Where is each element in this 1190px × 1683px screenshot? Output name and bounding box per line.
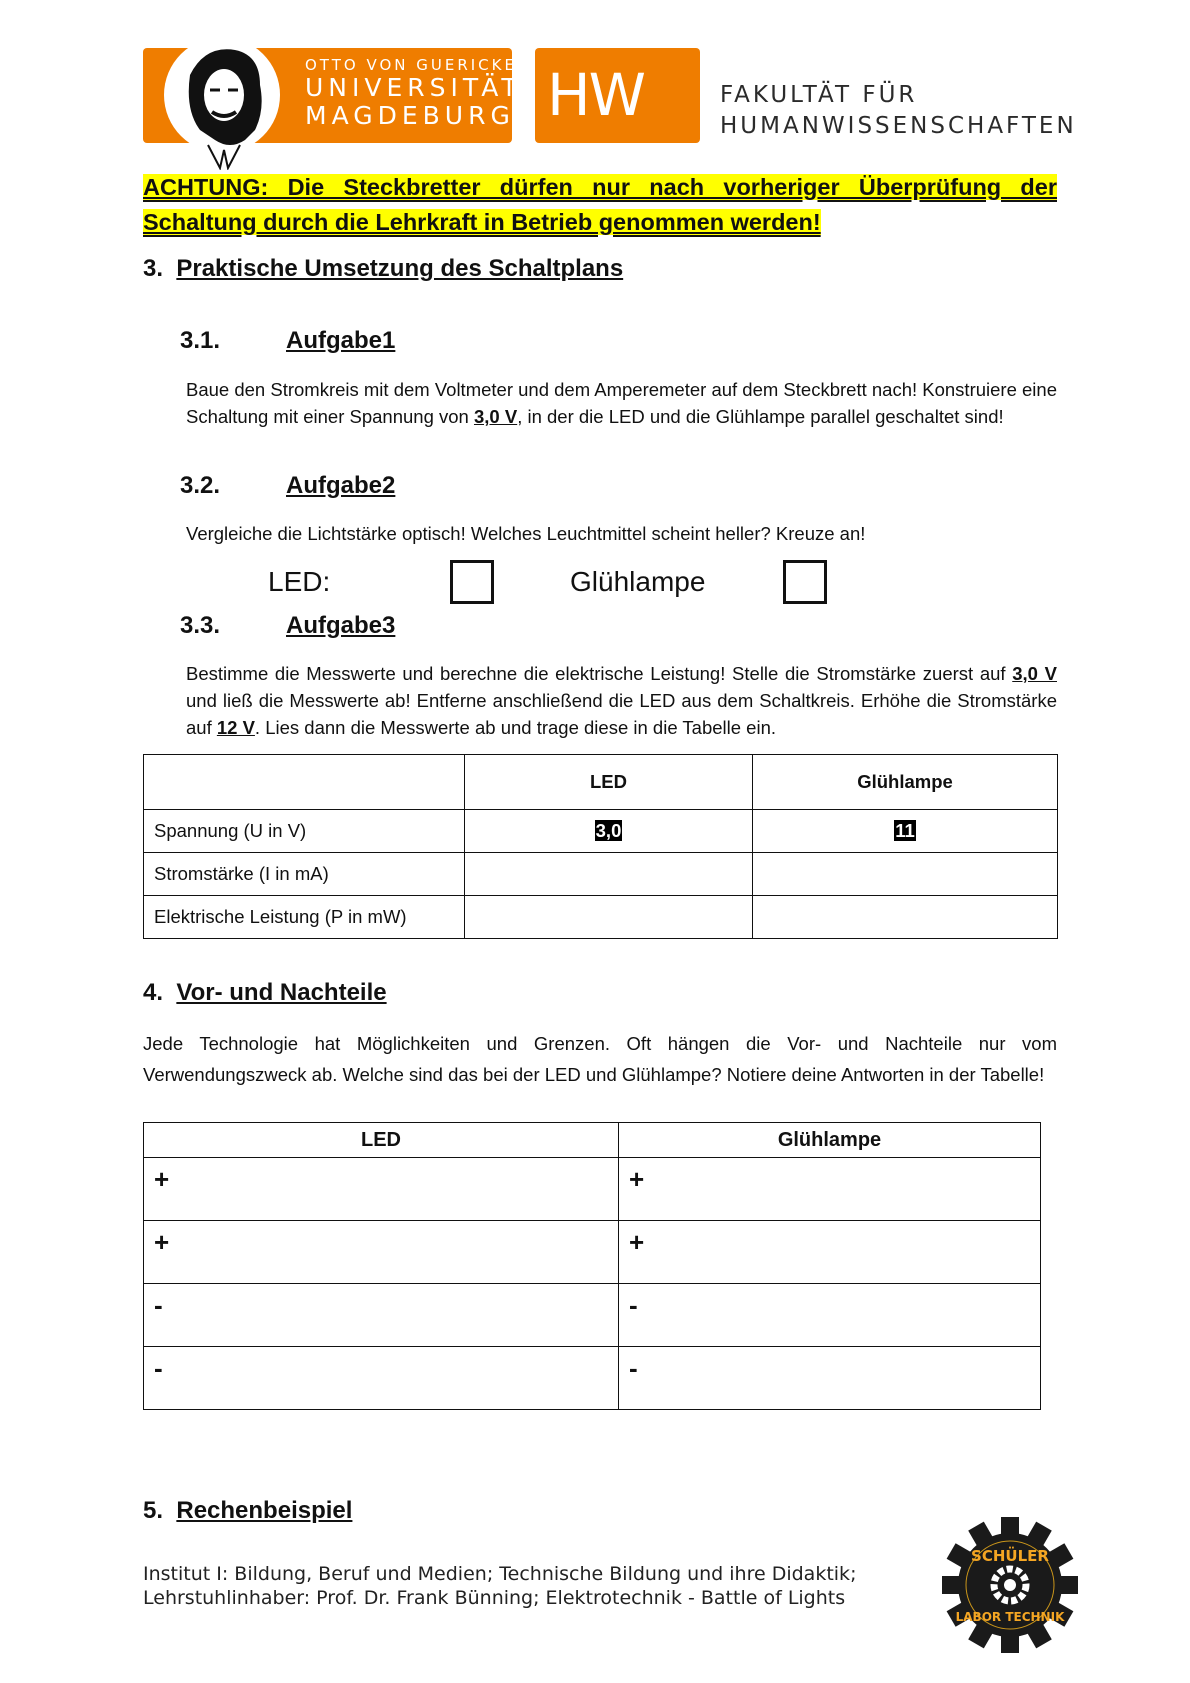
table-row	[144, 1158, 1041, 1221]
led-current-cell[interactable]	[465, 853, 753, 896]
lamp-pro-cell[interactable]: +	[619, 1221, 1041, 1284]
lamp-voltage-cell[interactable]: 11	[753, 810, 1058, 853]
badge-bottom-text: LABOR TECHNIK	[955, 1610, 1065, 1624]
section-5-heading: 5. Rechenbeispiel	[143, 1497, 353, 1524]
section-3-heading: 3. Praktische Umsetzung des Schaltplans	[143, 255, 624, 282]
section-4-heading: 4. Vor- und Nachteile	[143, 979, 387, 1006]
option-led-label: LED:	[268, 566, 331, 597]
lamp-con-cell[interactable]: -	[619, 1347, 1041, 1410]
section-4-text: Jede Technologie hat Möglichkeiten und Grenzen. Oft hängen die Vor- und Nachteile nur vom Verwendungszweck ab. Welche sind das bei der LED und Glühlampe? Notiere deine Antworten in der Tabelle!	[143, 1033, 1057, 1085]
led-voltage-cell[interactable]: 3,0	[465, 810, 753, 853]
lamp-current-cell[interactable]	[753, 853, 1058, 896]
led-checkbox[interactable]	[450, 560, 494, 604]
footer-text: Institut I: Bildung, Beruf und Medien; Technische Bildung und ihre Didaktik; Lehrstuhlinhaber: Prof. Dr. Frank Bünning; Elektrotechnik - Battle of Lights	[143, 1563, 857, 1609]
lamp-con-cell[interactable]: -	[619, 1284, 1041, 1347]
warning-line-1: ACHTUNG: Die Steckbretter dürfen nur nach vorheriger Überprüfung der	[143, 174, 1057, 200]
led-pro-cell[interactable]: +	[144, 1158, 619, 1221]
task-3-1-text: Baue den Stromkreis mit dem Voltmeter und dem Amperemeter auf dem Steckbrett nach! Konstruiere eine Schaltung mit einer Spannung von 3,0 V, in der die LED und die Glühlampe parallel geschaltet sind!	[186, 379, 1057, 427]
lamp-checkbox[interactable]	[783, 560, 827, 604]
schuelerlabor-gear-logo	[940, 1515, 1080, 1655]
table-header-row: LED Glühlampe	[144, 1123, 1041, 1158]
led-con-cell[interactable]: -	[144, 1284, 619, 1347]
pros-cons-table	[143, 1122, 1041, 1410]
portrait-icon	[160, 40, 290, 170]
table-row	[144, 1347, 1041, 1410]
table-header-row: LED Glühlampe	[144, 755, 1058, 810]
badge-top-text: SCHÜLER	[971, 1547, 1049, 1565]
led-pro-cell[interactable]: +	[144, 1221, 619, 1284]
table-row: Elektrische Leistung (P in mW)	[144, 896, 1058, 939]
led-con-cell[interactable]: -	[144, 1347, 619, 1410]
option-lamp-label: Glühlampe	[570, 566, 706, 597]
faculty-name: FAKULTÄT FÜR HUMANWISSENSCHAFTEN	[720, 82, 1077, 139]
warning-line-2: Schaltung durch die Lehrkraft in Betrieb genommen werden!	[143, 209, 821, 235]
lamp-pro-cell[interactable]: +	[619, 1158, 1041, 1221]
university-name: OTTO VON GUERICKE UNIVERSITÄT MAGDEBURG	[305, 56, 522, 130]
task-3-1-heading: 3.1. Aufgabe1	[180, 327, 396, 354]
led-power-cell[interactable]	[465, 896, 753, 939]
table-row: Stromstärke (I in mA)	[144, 853, 1058, 896]
task-3-3-heading: 3.3. Aufgabe3	[180, 612, 396, 639]
lamp-power-cell[interactable]	[753, 896, 1058, 939]
table-row: Spannung (U in V) 3,0 11	[144, 810, 1058, 853]
task-3-2-heading: 3.2. Aufgabe2	[180, 472, 396, 499]
task-3-3-text: Bestimme die Messwerte und berechne die elektrische Leistung! Stelle die Stromstärke zuerst auf 3,0 V und ließ die Messwerte ab! Entferne anschließend die LED aus dem Schaltkreis. Erhöhe die Stromstärke auf 12 V. Lies dann die Messwerte ab und trage diese in die Tabelle ein.	[186, 663, 1057, 738]
faculty-logo: HW	[535, 48, 700, 143]
task-3-2-text: Vergleiche die Lichtstärke optisch! Welches Leuchtmittel scheint heller? Kreuze an!	[186, 523, 866, 544]
table-row	[144, 1284, 1041, 1347]
table-row	[144, 1221, 1041, 1284]
measurement-table	[143, 754, 1058, 939]
